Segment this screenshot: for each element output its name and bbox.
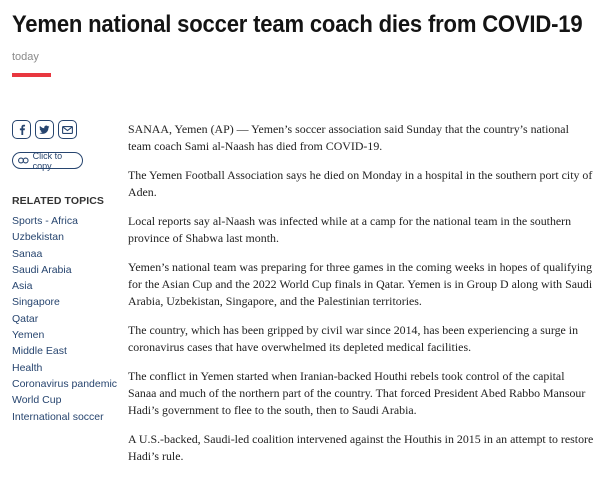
email-share-button[interactable] [58, 120, 77, 139]
related-topic-link[interactable]: Singapore [12, 296, 60, 309]
share-buttons [12, 120, 77, 139]
article-body [128, 121, 594, 477]
copy-link-button[interactable] [12, 152, 83, 169]
related-topics-heading: RELATED TOPICS [12, 195, 105, 207]
facebook-share-button[interactable] [12, 120, 31, 139]
related-topic-link[interactable]: Middle East [12, 345, 67, 358]
related-topic-link[interactable]: Coronavirus pandemic [12, 377, 118, 390]
related-topic-link[interactable]: Qatar [12, 312, 39, 325]
link-icon [18, 157, 29, 164]
related-topic-link[interactable]: Sports - Africa [12, 215, 78, 227]
article-headline: Yemen national soccer team coach dies from COVID-19 [12, 11, 583, 38]
related-topic-link[interactable]: Yemen [12, 329, 45, 342]
article-paragraph: Local reports say al-Naash was infected while at a camp for the national team in the southern province of Shabwa last month. [128, 214, 572, 245]
related-topic-link[interactable]: World Cup [12, 394, 62, 407]
article-paragraph: The country, which has been gripped by civil war since 2014, has been experiencing a surge in coronavirus cases that have overwhelmed its depleted medical facilities. [128, 323, 579, 354]
related-topic-link[interactable]: Sanaa [12, 247, 43, 260]
related-topic-link[interactable]: International soccer [12, 410, 104, 423]
related-topic-link[interactable]: Saudi Arabia [12, 263, 72, 276]
article-paragraph: SANAA, Yemen (AP) — Yemen’s soccer association said Sunday that the country’s national team coach Sami al-Naash has died from COVID-19. [128, 122, 569, 153]
article-paragraph: Yemen’s national team was preparing for three games in the coming weeks in hopes of qualifying for the Asian Cup and the 2022 World Cup finals in Qatar. Yemen is in Group D along with Saudi Arabia, Uzbekistan, Singapore, and the Palestinian territories. [128, 260, 593, 308]
article-paragraph: The conflict in Yemen started when Iranian-backed Houthi rebels took control of the capital Sanaa and much of the northern part of the country. That forced President Abed Rabbo Mansour Hadi’s government to flee to the south, then to Saudi Arabia. [128, 369, 586, 417]
headline-accent-rule [12, 73, 51, 77]
related-topic-link[interactable]: Asia [12, 280, 33, 293]
twitter-share-button[interactable] [35, 120, 54, 139]
facebook-icon [17, 124, 27, 135]
email-icon [62, 126, 73, 134]
related-topics-list [12, 213, 117, 425]
twitter-icon [39, 125, 50, 135]
related-topic-link[interactable]: Health [12, 361, 43, 374]
article-paragraph: The Yemen Football Association says he died on Monday in a hospital in the southern port city of Aden. [128, 168, 593, 199]
article-paragraph: A U.S.-backed, Saudi-led coalition intervened against the Houthis in 2015 in an attempt to restore Hadi’s rule. [128, 432, 594, 463]
article-date: today [12, 51, 39, 63]
related-topic-link[interactable]: Uzbekistan [12, 231, 64, 244]
copy-link-label: Click to copy [32, 150, 63, 171]
